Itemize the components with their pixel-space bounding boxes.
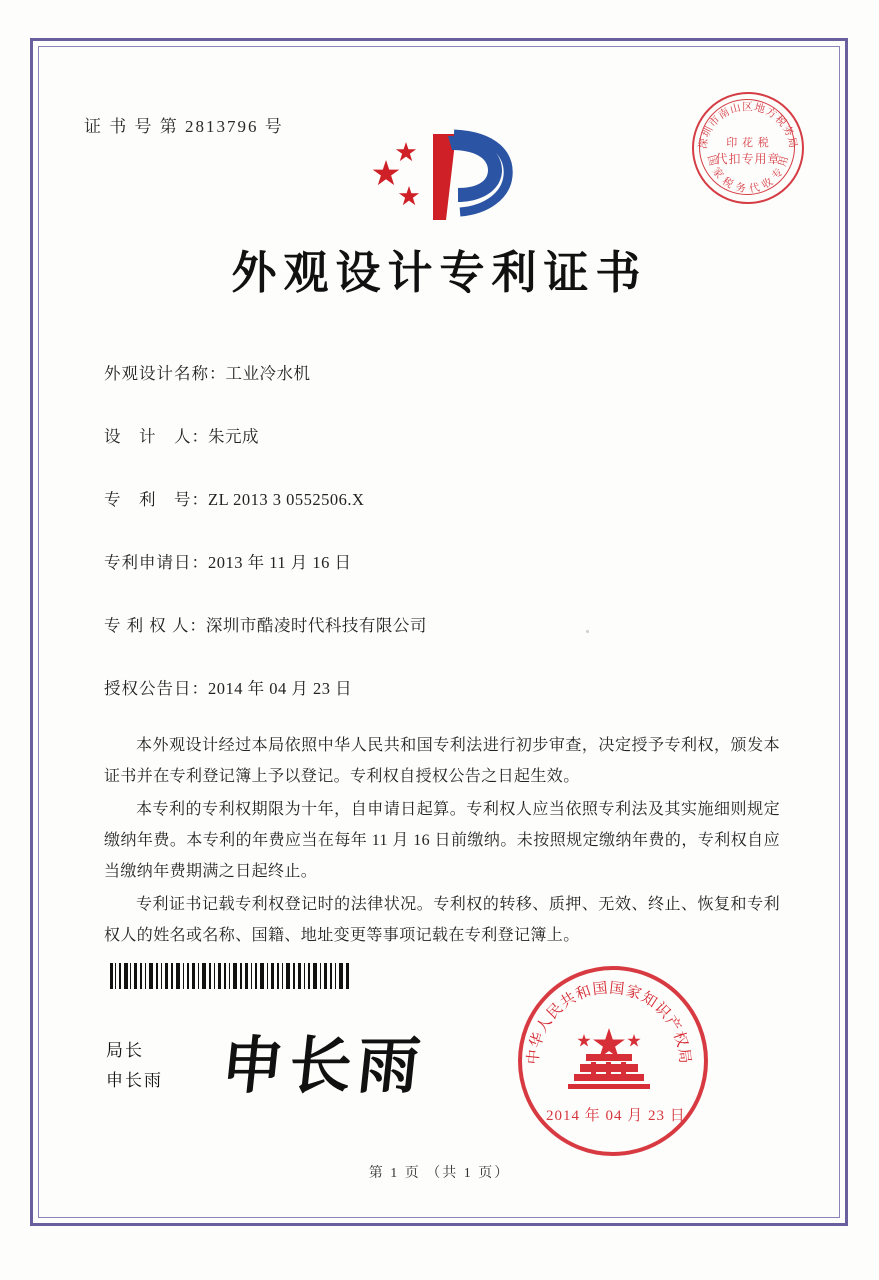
national-seal-arc-text: 中华人民共和国国家知识产权局 bbox=[525, 980, 693, 1066]
tax-stamp-line1: 印 花 税 bbox=[726, 137, 770, 149]
field-row bbox=[104, 612, 784, 636]
paragraph: 本外观设计经过本局依照中华人民共和国专利法进行初步审查，决定授予专利权，颁发本证书并在专利登记簿上予以登记。专利权自授权公告之日起生效。 bbox=[104, 737, 780, 785]
field-separator: ： bbox=[191, 490, 208, 509]
field-value: 朱元成 bbox=[208, 427, 259, 446]
field-label: 外观设计名称 bbox=[104, 364, 209, 383]
field-row bbox=[104, 549, 784, 573]
field-separator: ： bbox=[189, 616, 206, 635]
patent-office-logo bbox=[370, 120, 520, 225]
signature-name: 申长雨 bbox=[106, 1071, 163, 1090]
border-corner-top-left bbox=[30, 38, 56, 64]
border-corner-bottom-left bbox=[30, 1200, 56, 1226]
field-value: 深圳市酷凌时代科技有限公司 bbox=[205, 616, 427, 635]
field-label: 专利申请日 bbox=[104, 553, 192, 572]
field-value: ZL 2013 3 0552506.X bbox=[208, 490, 365, 509]
field-row bbox=[104, 360, 784, 384]
tax-stamp bbox=[692, 92, 804, 204]
tax-stamp-arc-top: 深圳市南山区地方税务局 bbox=[697, 102, 799, 150]
border-corner-bottom-right bbox=[822, 1200, 848, 1226]
tax-stamp-line2: 代扣专用章 bbox=[715, 152, 781, 166]
tax-stamp-arc-bottom: 国 家 税 务 代 收 专 用 bbox=[704, 154, 792, 196]
field-value: 工业冷水机 bbox=[225, 364, 311, 383]
paragraph: 本专利的专利权期限为十年，自申请日起算。专利权人应当依照专利法及其实施细则规定缴纳年费。本专利的年费应当在每年 11 月 16 日前缴纳。未按照规定缴纳年费的，专利权自应当缴纳年费期满之日起终止。 bbox=[104, 801, 780, 880]
field-separator: ： bbox=[191, 553, 208, 572]
field-row bbox=[104, 423, 784, 447]
barcode bbox=[110, 963, 350, 989]
field-value: 2013 年 11 月 16 日 bbox=[208, 553, 352, 572]
page-title: 外观设计专利证书 bbox=[231, 248, 648, 298]
field-value: 2014 年 04 月 23 日 bbox=[208, 679, 353, 698]
border-corner-top-right bbox=[822, 38, 848, 64]
field-label: 设 计 人 bbox=[104, 427, 192, 446]
field-label: 授权公告日 bbox=[104, 679, 192, 698]
field-separator: ： bbox=[191, 679, 208, 698]
field-label: 专 利 权 人 bbox=[104, 616, 190, 635]
field-list bbox=[104, 360, 784, 738]
field-separator: ： bbox=[209, 364, 226, 383]
certificate-number-value: 2813796 bbox=[185, 117, 259, 136]
handwritten-signature: 申长雨 bbox=[217, 1033, 429, 1101]
seal-date: 2014 年 04 月 23 日 bbox=[546, 1108, 686, 1124]
signature-block bbox=[106, 1036, 163, 1096]
body-text bbox=[104, 730, 780, 953]
paragraph: 专利证书记载专利权登记时的法律状况。专利权的转移、质押、无效、终止、恢复和专利权人的姓名或名称、国籍、地址变更等事项记载在专利登记簿上。 bbox=[104, 896, 780, 944]
signature-title: 局长 bbox=[106, 1041, 144, 1060]
field-label: 专 利 号 bbox=[104, 490, 192, 509]
field-row bbox=[104, 675, 784, 699]
certificate-number-line bbox=[84, 112, 284, 137]
field-separator: ： bbox=[191, 427, 208, 446]
field-row bbox=[104, 486, 784, 510]
certificate-number-suffix: 号 bbox=[264, 117, 284, 136]
certificate-number-label: 证 书 号 第 bbox=[84, 117, 179, 136]
national-seal-ring bbox=[518, 966, 708, 1156]
page-footer: 第 1 页 （共 1 页） bbox=[368, 1166, 511, 1181]
